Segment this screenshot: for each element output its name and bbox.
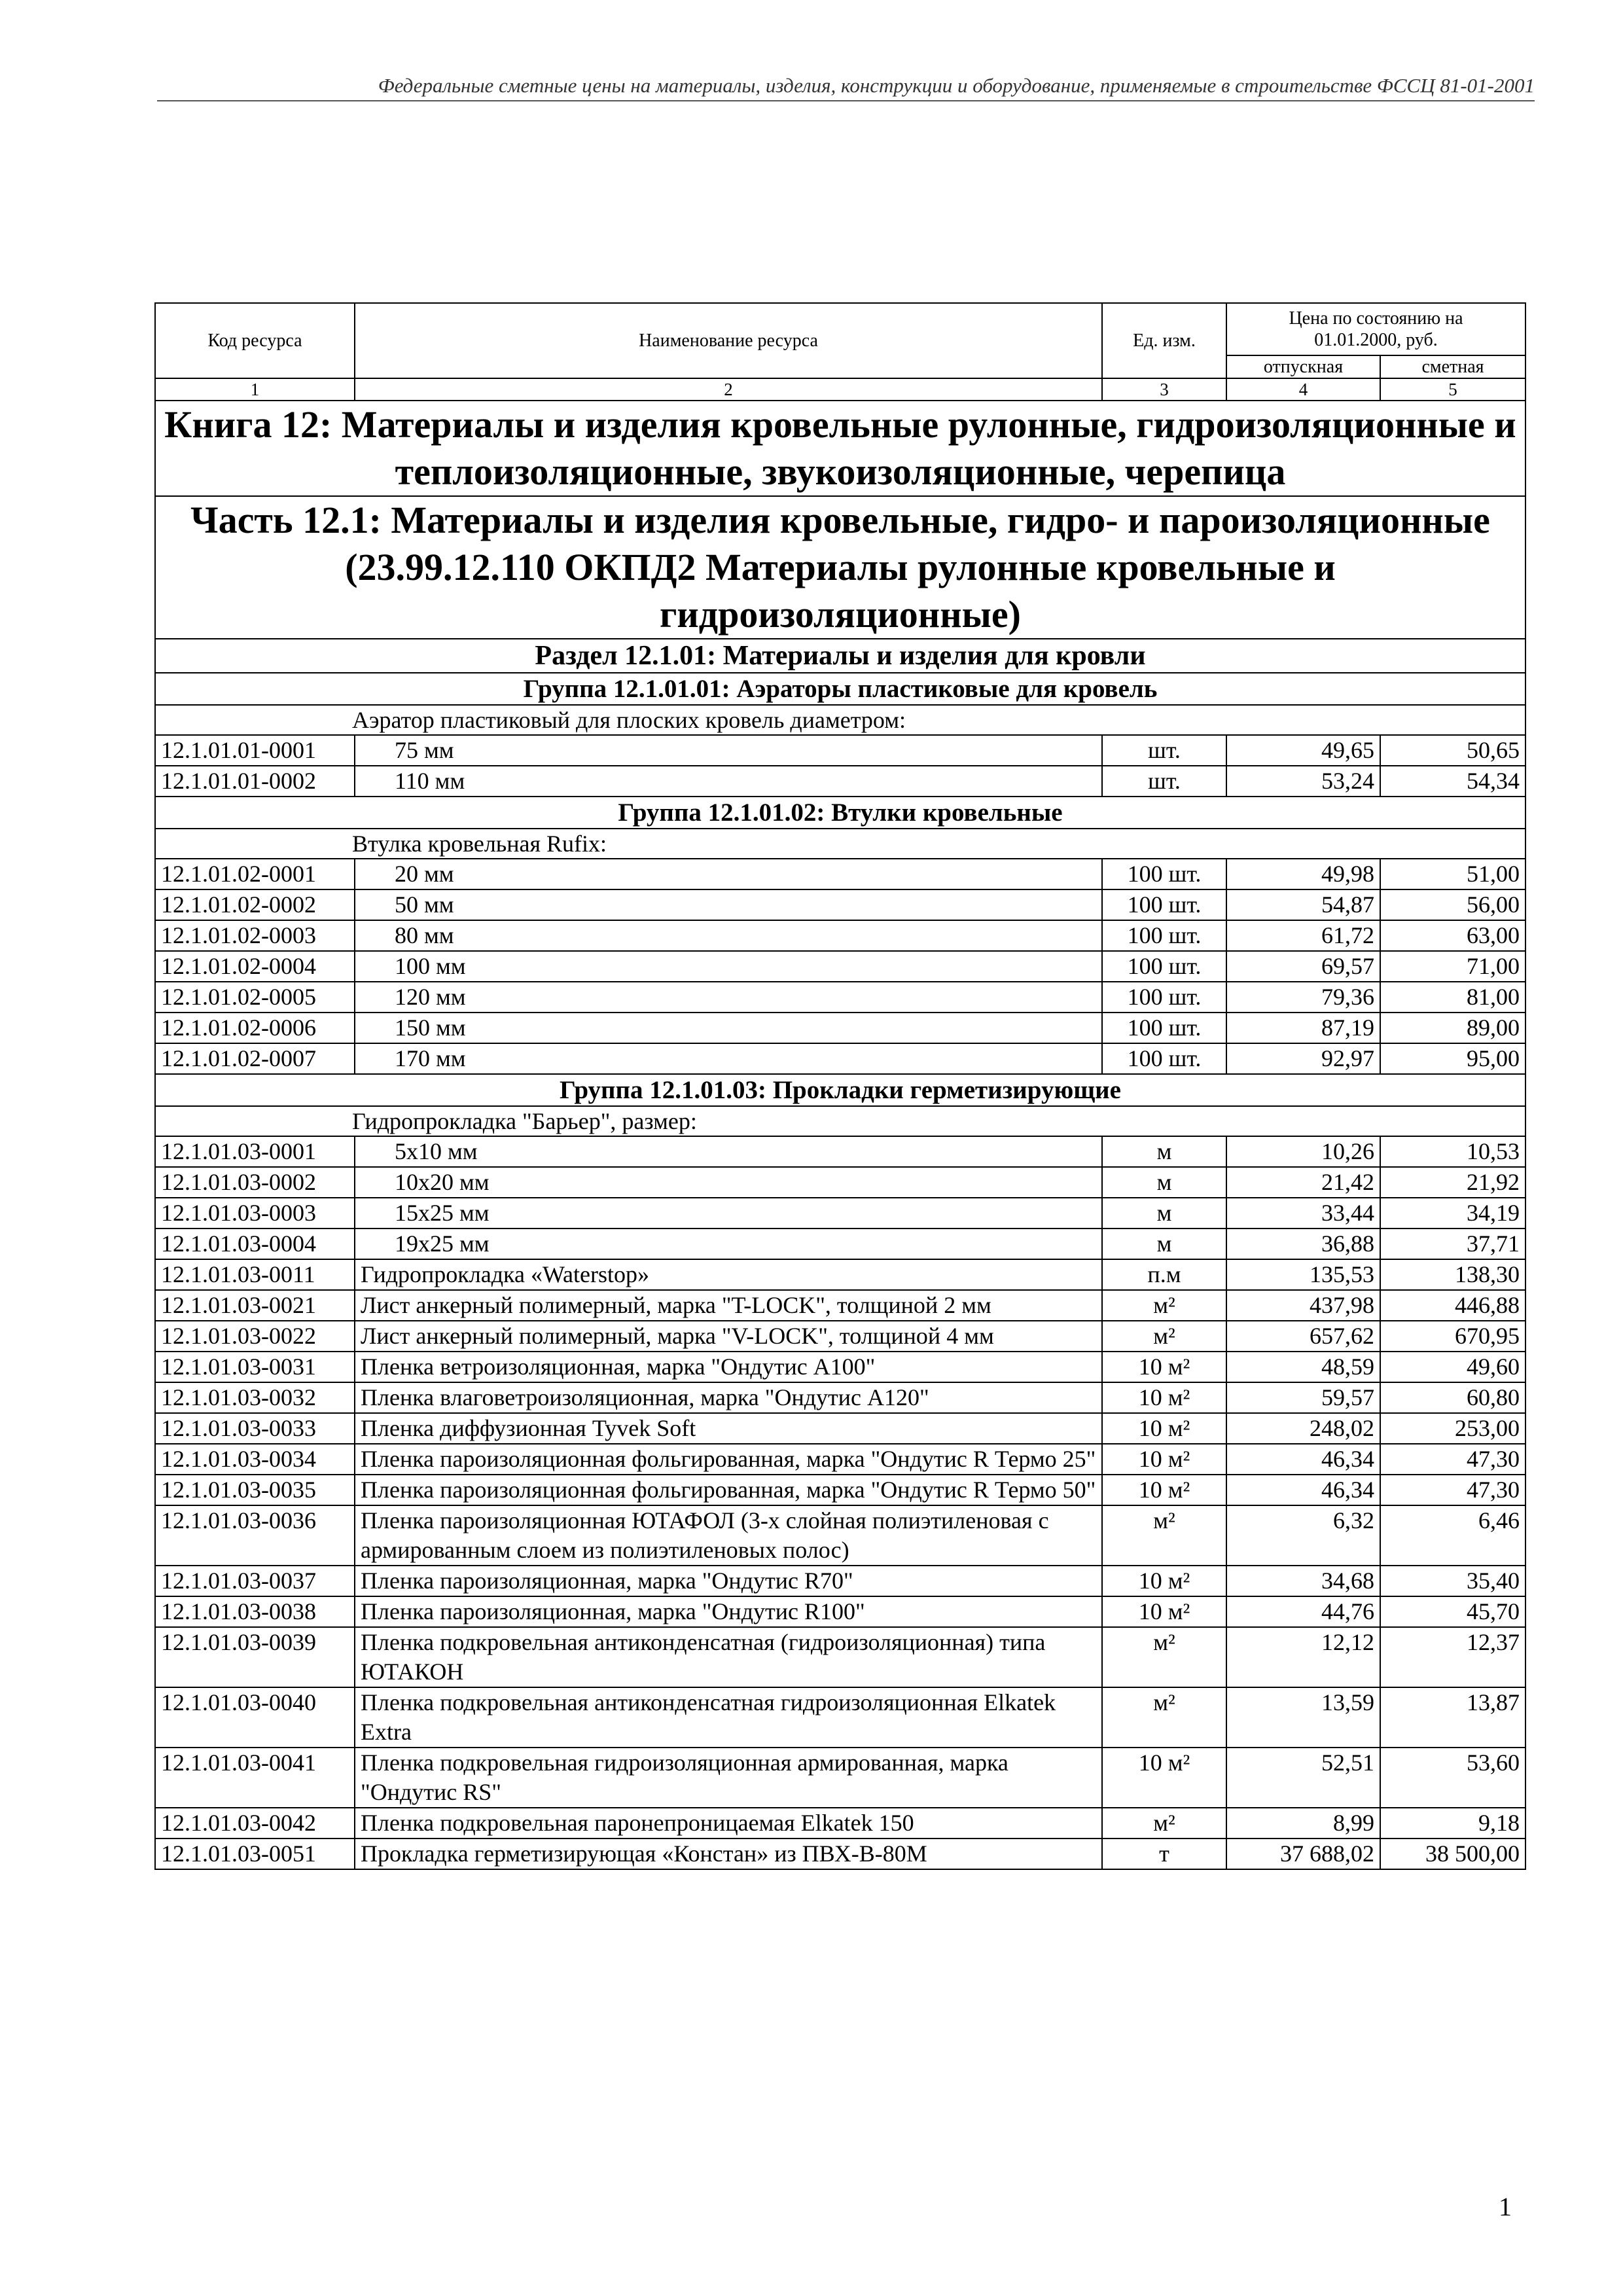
table-row <box>155 735 1525 766</box>
column-number: 1 <box>155 378 355 401</box>
resource-unit: 100 шт. <box>1102 1043 1226 1074</box>
resource-name: 19х25 мм <box>355 1229 1102 1259</box>
part-title-row <box>155 496 1525 639</box>
price-release: 54,87 <box>1226 889 1380 920</box>
table-row <box>155 1413 1525 1444</box>
resource-code: 12.1.01.02-0004 <box>155 951 355 982</box>
resource-code: 12.1.01.03-0033 <box>155 1413 355 1444</box>
resource-unit: м <box>1102 1167 1226 1198</box>
resource-name: 100 мм <box>355 951 1102 982</box>
price-estimate: 6,46 <box>1380 1505 1525 1566</box>
group-title-row <box>155 797 1525 829</box>
table-row <box>155 1839 1525 1869</box>
resource-unit: м² <box>1102 1505 1226 1566</box>
table-header-row <box>155 303 1525 355</box>
resource-unit: м² <box>1102 1687 1226 1748</box>
group-title-row <box>155 673 1525 705</box>
price-release: 69,57 <box>1226 951 1380 982</box>
price-estimate: 47,30 <box>1380 1475 1525 1505</box>
header-unit: Ед. изм. <box>1102 303 1226 378</box>
part-title: Часть 12.1: Материалы и изделия кровельные, гидро- и пароизоляционные (23.99.12.110 ОКПД2 Материалы рулонные кровельные и гидроизоляционные) <box>155 496 1525 639</box>
resource-code: 12.1.01.03-0031 <box>155 1352 355 1382</box>
book-title-row <box>155 401 1525 496</box>
price-estimate: 35,40 <box>1380 1566 1525 1596</box>
price-estimate: 47,30 <box>1380 1444 1525 1475</box>
resource-unit: 10 м² <box>1102 1444 1226 1475</box>
price-estimate: 9,18 <box>1380 1808 1525 1839</box>
resource-code: 12.1.01.03-0037 <box>155 1566 355 1596</box>
price-release: 36,88 <box>1226 1229 1380 1259</box>
price-estimate: 54,34 <box>1380 766 1525 797</box>
group-title: Группа 12.1.01.03: Прокладки герметизирующие <box>155 1074 1525 1106</box>
resource-code: 12.1.01.03-0003 <box>155 1198 355 1229</box>
price-estimate: 89,00 <box>1380 1013 1525 1043</box>
resource-code: 12.1.01.03-0001 <box>155 1136 355 1167</box>
section-title-row <box>155 639 1525 673</box>
price-estimate: 38 500,00 <box>1380 1839 1525 1869</box>
table-row <box>155 1259 1525 1290</box>
table-row <box>155 1167 1525 1198</box>
price-release: 13,59 <box>1226 1687 1380 1748</box>
section-title: Раздел 12.1.01: Материалы и изделия для кровли <box>155 639 1525 673</box>
price-release: 33,44 <box>1226 1198 1380 1229</box>
resource-code: 12.1.01.02-0001 <box>155 859 355 889</box>
price-release: 44,76 <box>1226 1596 1380 1627</box>
column-number: 2 <box>355 378 1102 401</box>
table-row <box>155 889 1525 920</box>
resource-unit: п.м <box>1102 1259 1226 1290</box>
table-row <box>155 766 1525 797</box>
resource-code: 12.1.01.03-0042 <box>155 1808 355 1839</box>
price-table <box>154 302 1526 1870</box>
resource-code: 12.1.01.03-0039 <box>155 1627 355 1687</box>
group-subheading: Гидропрокладка "Барьер", размер: <box>155 1106 1525 1136</box>
resource-unit: 10 м² <box>1102 1566 1226 1596</box>
table-row <box>155 859 1525 889</box>
resource-name: Пленка диффузионная Tyvek Soft <box>355 1413 1102 1444</box>
price-release: 92,97 <box>1226 1043 1380 1074</box>
price-release: 34,68 <box>1226 1566 1380 1596</box>
price-release: 12,12 <box>1226 1627 1380 1687</box>
resource-code: 12.1.01.02-0003 <box>155 920 355 951</box>
resource-unit: 10 м² <box>1102 1748 1226 1808</box>
resource-code: 12.1.01.02-0007 <box>155 1043 355 1074</box>
price-release: 79,36 <box>1226 982 1380 1013</box>
resource-unit: м² <box>1102 1627 1226 1687</box>
price-estimate: 13,87 <box>1380 1687 1525 1748</box>
table-row <box>155 1136 1525 1167</box>
resource-code: 12.1.01.01-0001 <box>155 735 355 766</box>
resource-unit: т <box>1102 1839 1226 1869</box>
resource-name: 15х25 мм <box>355 1198 1102 1229</box>
resource-code: 12.1.01.03-0034 <box>155 1444 355 1475</box>
table-row <box>155 1382 1525 1413</box>
subheading-row <box>155 829 1525 859</box>
column-number: 5 <box>1380 378 1525 401</box>
resource-unit: 100 шт. <box>1102 889 1226 920</box>
price-estimate: 49,60 <box>1380 1352 1525 1382</box>
resource-code: 12.1.01.03-0051 <box>155 1839 355 1869</box>
resource-unit: м <box>1102 1136 1226 1167</box>
resource-name: Пленка ветроизоляционная, марка "Ондутис A100" <box>355 1352 1102 1382</box>
price-estimate: 253,00 <box>1380 1413 1525 1444</box>
resource-name: Пленка подкровельная антиконденсатная гидроизоляционная Elkatek Extra <box>355 1687 1102 1748</box>
table-row <box>155 1808 1525 1839</box>
price-release: 10,26 <box>1226 1136 1380 1167</box>
resource-unit: шт. <box>1102 735 1226 766</box>
resource-code: 12.1.01.03-0021 <box>155 1290 355 1321</box>
price-estimate: 446,88 <box>1380 1290 1525 1321</box>
resource-name: Гидропрокладка «Waterstop» <box>355 1259 1102 1290</box>
resource-name: 10х20 мм <box>355 1167 1102 1198</box>
table-row <box>155 1013 1525 1043</box>
resource-name: Пленка подкровельная антиконденсатная (гидроизоляционная) типа ЮТАКОН <box>355 1627 1102 1687</box>
price-estimate: 45,70 <box>1380 1596 1525 1627</box>
resource-unit: м² <box>1102 1321 1226 1352</box>
resource-name: 20 мм <box>355 859 1102 889</box>
resource-name: Пленка пароизоляционная фольгированная, марка "Ондутис R Термо 25" <box>355 1444 1102 1475</box>
group-subheading: Аэратор пластиковый для плоских кровель диаметром: <box>155 705 1525 735</box>
resource-code: 12.1.01.02-0006 <box>155 1013 355 1043</box>
price-release: 46,34 <box>1226 1475 1380 1505</box>
table-row <box>155 1475 1525 1505</box>
price-estimate: 60,80 <box>1380 1382 1525 1413</box>
subheading-row <box>155 705 1525 735</box>
resource-name: Пленка влаговетроизоляционная, марка "Ондутис A120" <box>355 1382 1102 1413</box>
resource-code: 12.1.01.03-0004 <box>155 1229 355 1259</box>
price-estimate: 37,71 <box>1380 1229 1525 1259</box>
price-estimate: 63,00 <box>1380 920 1525 951</box>
resource-code: 12.1.01.03-0040 <box>155 1687 355 1748</box>
header-name: Наименование ресурса <box>355 303 1102 378</box>
resource-code: 12.1.01.03-0002 <box>155 1167 355 1198</box>
header-code: Код ресурса <box>155 303 355 378</box>
price-release: 49,98 <box>1226 859 1380 889</box>
resource-name: 120 мм <box>355 982 1102 1013</box>
resource-name: Пленка подкровельная гидроизоляционная армированная, марка "Ондутис RS" <box>355 1748 1102 1808</box>
resource-unit: м <box>1102 1198 1226 1229</box>
resource-name: Пленка пароизоляционная, марка "Ондутис R70" <box>355 1566 1102 1596</box>
resource-unit: 10 м² <box>1102 1475 1226 1505</box>
resource-code: 12.1.01.03-0041 <box>155 1748 355 1808</box>
resource-code: 12.1.01.01-0002 <box>155 766 355 797</box>
price-release: 87,19 <box>1226 1013 1380 1043</box>
price-release: 61,72 <box>1226 920 1380 951</box>
book-title: Книга 12: Материалы и изделия кровельные рулонные, гидроизоляционные и теплоизоляционные, звукоизоляционные, черепица <box>155 401 1525 496</box>
table-row <box>155 1321 1525 1352</box>
price-release: 48,59 <box>1226 1352 1380 1382</box>
price-release: 248,02 <box>1226 1413 1380 1444</box>
group-title: Группа 12.1.01.02: Втулки кровельные <box>155 797 1525 829</box>
resource-code: 12.1.01.03-0038 <box>155 1596 355 1627</box>
table-row <box>155 1748 1525 1808</box>
header-price-release: отпускная <box>1226 355 1380 378</box>
running-header: Федеральные сметные цены на материалы, изделия, конструкции и оборудование, применяемые в строительстве ФССЦ 81-01-2001 <box>157 73 1535 101</box>
resource-code: 12.1.01.03-0011 <box>155 1259 355 1290</box>
resource-name: Лист анкерный полимерный, марка "T-LOCK", толщиной 2 мм <box>355 1290 1102 1321</box>
price-estimate: 53,60 <box>1380 1748 1525 1808</box>
price-estimate: 10,53 <box>1380 1136 1525 1167</box>
price-release: 37 688,02 <box>1226 1839 1380 1869</box>
subheading-row <box>155 1106 1525 1136</box>
table-row <box>155 1596 1525 1627</box>
column-number: 3 <box>1102 378 1226 401</box>
price-estimate: 51,00 <box>1380 859 1525 889</box>
resource-name: Пленка пароизоляционная, марка "Ондутис R100" <box>355 1596 1102 1627</box>
group-subheading: Втулка кровельная Rufix: <box>155 829 1525 859</box>
resource-name: Пленка пароизоляционная фольгированная, марка "Ондутис R Термо 50" <box>355 1475 1102 1505</box>
price-release: 6,32 <box>1226 1505 1380 1566</box>
resource-code: 12.1.01.03-0035 <box>155 1475 355 1505</box>
resource-name: Прокладка герметизирующая «Констан» из ПВХ-В-80М <box>355 1839 1102 1869</box>
resource-unit: м <box>1102 1229 1226 1259</box>
table-row <box>155 951 1525 982</box>
price-estimate: 81,00 <box>1380 982 1525 1013</box>
price-estimate: 50,65 <box>1380 735 1525 766</box>
table-row <box>155 1687 1525 1748</box>
header-price-group: Цена по состоянию на 01.01.2000, руб. <box>1226 303 1525 355</box>
column-number: 4 <box>1226 378 1380 401</box>
table-row <box>155 1198 1525 1229</box>
resource-unit: 10 м² <box>1102 1352 1226 1382</box>
resource-name: 5х10 мм <box>355 1136 1102 1167</box>
price-estimate: 56,00 <box>1380 889 1525 920</box>
resource-unit: 10 м² <box>1102 1382 1226 1413</box>
table-row <box>155 1043 1525 1074</box>
table-row <box>155 1352 1525 1382</box>
price-release: 49,65 <box>1226 735 1380 766</box>
resource-name: 150 мм <box>355 1013 1102 1043</box>
price-release: 21,42 <box>1226 1167 1380 1198</box>
resource-unit: м² <box>1102 1290 1226 1321</box>
resource-unit: шт. <box>1102 766 1226 797</box>
price-estimate: 21,92 <box>1380 1167 1525 1198</box>
price-release: 135,53 <box>1226 1259 1380 1290</box>
header-price-estimate: сметная <box>1380 355 1525 378</box>
price-release: 46,34 <box>1226 1444 1380 1475</box>
price-estimate: 670,95 <box>1380 1321 1525 1352</box>
price-release: 52,51 <box>1226 1748 1380 1808</box>
resource-name: 50 мм <box>355 889 1102 920</box>
group-title-row <box>155 1074 1525 1106</box>
resource-name: 75 мм <box>355 735 1102 766</box>
resource-unit: 100 шт. <box>1102 920 1226 951</box>
resource-unit: 100 шт. <box>1102 982 1226 1013</box>
price-release: 657,62 <box>1226 1321 1380 1352</box>
resource-unit: 10 м² <box>1102 1413 1226 1444</box>
resource-unit: м² <box>1102 1808 1226 1839</box>
table-row <box>155 920 1525 951</box>
price-estimate: 138,30 <box>1380 1259 1525 1290</box>
price-release: 59,57 <box>1226 1382 1380 1413</box>
table-row <box>155 1229 1525 1259</box>
resource-name: Пленка пароизоляционная ЮТАФОЛ (3-х слойная полиэтиленовая с армированным слоем из полиэтиленовых полос) <box>355 1505 1102 1566</box>
price-estimate: 71,00 <box>1380 951 1525 982</box>
price-estimate: 95,00 <box>1380 1043 1525 1074</box>
price-release: 437,98 <box>1226 1290 1380 1321</box>
resource-unit: 100 шт. <box>1102 859 1226 889</box>
resource-code: 12.1.01.02-0002 <box>155 889 355 920</box>
resource-name: 80 мм <box>355 920 1102 951</box>
price-release: 8,99 <box>1226 1808 1380 1839</box>
resource-name: Пленка подкровельная паронепроницаемая Elkatek 150 <box>355 1808 1102 1839</box>
resource-code: 12.1.01.03-0022 <box>155 1321 355 1352</box>
resource-unit: 100 шт. <box>1102 951 1226 982</box>
resource-name: 170 мм <box>355 1043 1102 1074</box>
price-estimate: 12,37 <box>1380 1627 1525 1687</box>
column-number-row <box>155 378 1525 401</box>
resource-name: Лист анкерный полимерный, марка "V-LOCK", толщиной 4 мм <box>355 1321 1102 1352</box>
table-row <box>155 1444 1525 1475</box>
resource-unit: 10 м² <box>1102 1596 1226 1627</box>
resource-code: 12.1.01.03-0032 <box>155 1382 355 1413</box>
resource-code: 12.1.01.03-0036 <box>155 1505 355 1566</box>
table-row <box>155 1566 1525 1596</box>
resource-name: 110 мм <box>355 766 1102 797</box>
table-row <box>155 982 1525 1013</box>
table-row <box>155 1627 1525 1687</box>
price-estimate: 34,19 <box>1380 1198 1525 1229</box>
table-row <box>155 1505 1525 1566</box>
group-title: Группа 12.1.01.01: Аэраторы пластиковые для кровель <box>155 673 1525 705</box>
table-row <box>155 1290 1525 1321</box>
page-number: 1 <box>1499 2192 1512 2221</box>
resource-code: 12.1.01.02-0005 <box>155 982 355 1013</box>
price-release: 53,24 <box>1226 766 1380 797</box>
resource-unit: 100 шт. <box>1102 1013 1226 1043</box>
